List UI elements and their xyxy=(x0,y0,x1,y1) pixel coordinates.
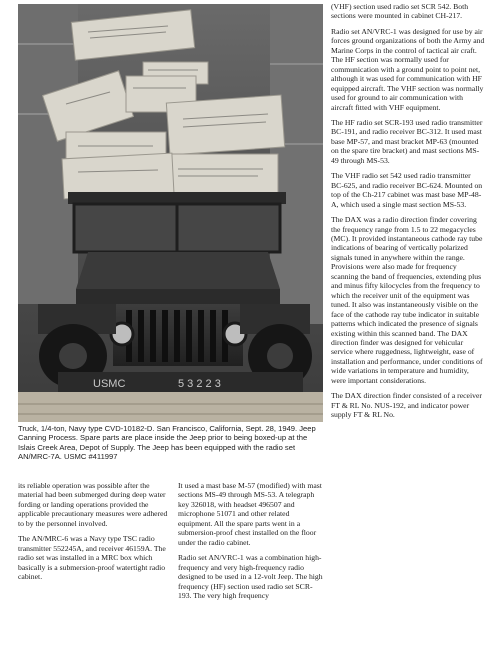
jeep-photo-graphic xyxy=(18,4,323,422)
paragraph: Radio set AN/VRC-1 was designed for use by air forces ground organizations of both the Army and Marine Corps in the control of tactical air craft. The HF section was normally used for communication with a ground point to point net, although it was used for communication with HF equipped aircraft. The VHF section was normally used for ground to air communication with aircraft fitted with VHF equipment. xyxy=(331,26,485,112)
bumper-usmc-stencil: USMC xyxy=(93,378,126,390)
text-column-right xyxy=(331,2,485,426)
text-column-left xyxy=(18,481,168,588)
paragraph: The AN/MRC-6 was a Navy type TSC radio transmitter 552245A, and receiver 46159A. The radio set was installed in a MRC box which basically is a submersion-proof watertight radio cabinet. xyxy=(18,534,166,582)
paragraph: It used a mast base M-57 (modified) with mast sections MS-49 through MS-53. A telegraph key 326018, with headset 496507 and microphone 51071 and other related equipment. All the spare parts went in a submersion-proof chest installed on the floor under the radio cabinet. xyxy=(178,481,322,547)
paragraph: The DAX was a radio direction finder covering the frequency range from 1.5 to 22 megacycles (MC). It provided instantaneous cathode ray tube indications of bearing of vertically polarized signals tuned in anywhere within the range. Provisions were also made for frequency scanning the band of frequencies, extending plus and minus fifty kilocycles from the frequency to which the receiver unit of the equipment was tuned. It also was instantaneously visible on the face of the cathode ray tube indicator in suitable patterns which indicated the presence of signals existing within this scanned band. The DAX direction finder was designed for vehicular service where ruggedness, lightweight, ease of installation and performance, under conditions of wide variations in temperature and humidity, were important considerations. xyxy=(331,215,483,385)
jeep-photo xyxy=(18,4,323,422)
bumper-number-stencil: 5 3 2 2 3 xyxy=(178,378,221,390)
paragraph: Radio set AN/VRC-1 was a combination high-frequency and very high-frequency radio designed to be used in a 12-volt Jeep. The high frequency (HF) section used radio set SCR-193. The very high frequency xyxy=(178,553,323,600)
text-column-middle xyxy=(178,481,324,606)
paragraph: its reliable operation was possible after the material had been submerged during deep water fording or landing operations provided the applicable precautionary measures were adhered to by the personnel involved. xyxy=(18,481,168,528)
paragraph: The VHF radio set 542 used radio transmitter BC-625, and radio receiver BC-624. Mounted on top of the Ch-217 cabinet was mast base MP-48-A, which used a single mast section MS-53. xyxy=(331,171,483,209)
paragraph: (VHF) section used radio set SCR 542. Both sections were mounted in cabinet CH-217. xyxy=(331,2,469,21)
paragraph: The HF radio set SCR-193 used radio transmitter BC-191, and radio receiver BC-312. It used mast base MP-57, and mast bracket MP-63 (mounted on the spare tire bracket) and mast sections MS-49 through MS-53. xyxy=(331,117,483,165)
photo-caption: Truck, 1/4-ton, Navy type CVD-10182-D. San Francisco, California, Sept. 28, 1949. Jeep Canning Process. Spare parts are place inside the Jeep prior to being boxed-up at the Islais Creek Area, Depot of Supply. The Jeep has been equipped with the radio set AN/MRC-7A. USMC #411997 xyxy=(18,424,316,462)
paragraph: The DAX direction finder consisted of a receiver FT & RL No. NUS-192, and indicator power supply FT & RL No. xyxy=(331,391,482,420)
